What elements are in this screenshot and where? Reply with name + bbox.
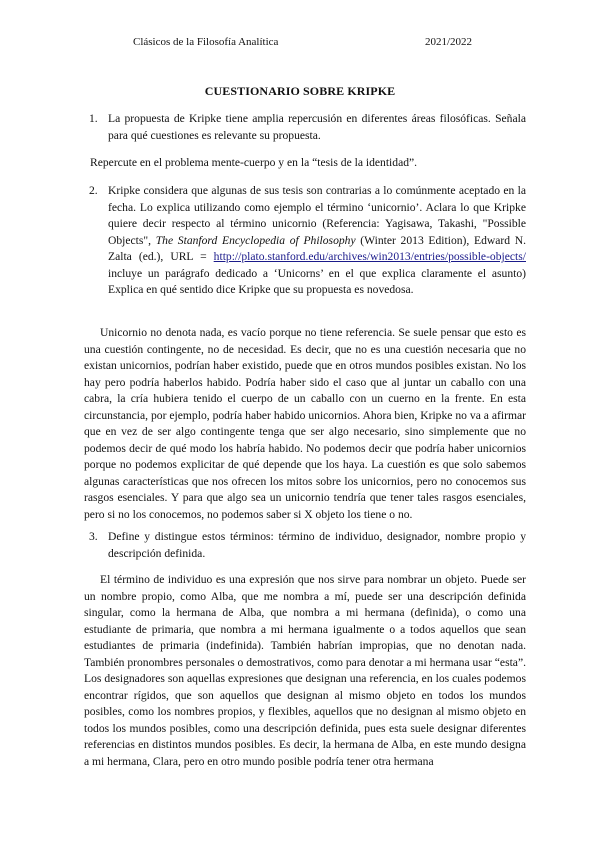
answer-3: El término de individuo es una expresión que nos sirve para nombrar un objeto. Puede ser un nombre propio, como Alba, que me nombra a mí, puede ser una descripción definida singular, como la hermana de Alba, que nombra a mi hermana (definida), o como una estudiante de primaria, que nombra a mi hermana igualmente o a todos aquellos que sean estudiantes de primaria (indefinida). También habrían impropias, que no denotan nada. También pronombres personales o demostrativos, como para denotar a mi hermana usar “esta”. Los designadores son aquellas expresiones que designan una referencia, en los cuales podemos encontrar rígidos, que son aquellos que designan al mismo objeto en todos los mundos posibles, como los nombres propios, y flexibles, aquellos que no designan al mismo objeto en todos los mundos posibles, como una descripción definida, pues esta suele designar diferentes referencias en distintos mundos posibles. Es decir, la hermana de Alba, en este mundo designa a mi hermana, Clara, pero en otro mundo posible podría tener otra hermana (84, 573, 526, 768)
encyclopedia-title: The Stanford Encyclopedia of Philosophy (155, 233, 356, 247)
header-year: 2021/2022 (424, 36, 472, 48)
question-text (108, 183, 526, 299)
question-text-part2: (Winter 2013 Edition), Edward N. Zalta (ed.), URL = (108, 233, 526, 263)
page-header (133, 36, 472, 48)
question-number: 1. (89, 112, 98, 125)
question-text: Define y distingue estos términos: término de individuo, designador, nombre propio y descripción definida. (108, 530, 526, 560)
header-course: Clásicos de la Filosofía Analítica (133, 36, 279, 48)
reference-link[interactable]: http://plato.stanford.edu/archives/win2013/entries/possible-objects/ (213, 250, 526, 263)
document-title: CUESTIONARIO SOBRE KRIPKE (204, 84, 396, 98)
question-text-part3: incluye un parágrafo dedicado a ‘Unicorns’ en el que explica claramente el asunto) Explica en qué sentido dice Kripke que su propuesta es novedosa. (108, 266, 526, 296)
answer-2: Unicornio no denota nada, es vacío porque no tiene referencia. Se suele pensar que esto es una cuestión contingente, no de necesidad. Es decir, que no es una cuestión necesaria que no existan unicornios, podrían haber existido, puede que en otros mundos posibles existan. No los hay pero podría haberlos habido. Podría haber sido el caso que al juntar un caballo con una cabra, la cría hubiera tenido el cuerpo de un caballo con un cuerno en la frente. En esta circunstancia, por ejemplo, podría haber habido unicornios. Ahora bien, Kripke no va a afirmar que en vez de ser algo contingente tenga que ser algo necesario, sino simplemente que no podemos decir de qué modo los habría habido. No podemos decir que podría haber unicornios porque no podemos explicitar de qué depende que los haya. La cuestión es que solo sabemos algunas características que nos ofrecen los mitos sobre los unicornios, pero no conocemos sus rasgos esenciales. Y para que algo sea un unicornio tendría que tener tales rasgos esenciales, pero si no los conocemos, no podemos saber si X objeto los tiene o no. (84, 326, 526, 521)
question-2 (89, 183, 526, 299)
question-number: 2. (89, 184, 98, 197)
question-3 (89, 529, 526, 562)
question-1 (89, 111, 526, 144)
question-text: La propuesta de Kripke tiene amplia repercusión en diferentes áreas filosóficas. Señala para qué cuestiones es relevante su propuesta. (108, 112, 526, 142)
question-number: 3. (89, 530, 98, 543)
question-text-part1: Kripke considera que algunas de sus tesis son contrarias a lo comúnmente aceptado en la fecha. Lo explica utilizando como ejemplo el término ‘unicornio’. Aclara lo que Kripke quiere decir respecto al término unicornio (Referencia: Yagisawa, Takashi, "Possible Objects", (108, 184, 526, 247)
answer-1: Repercute en el problema mente-cuerpo y en la “tesis de la identidad”. (90, 156, 418, 169)
